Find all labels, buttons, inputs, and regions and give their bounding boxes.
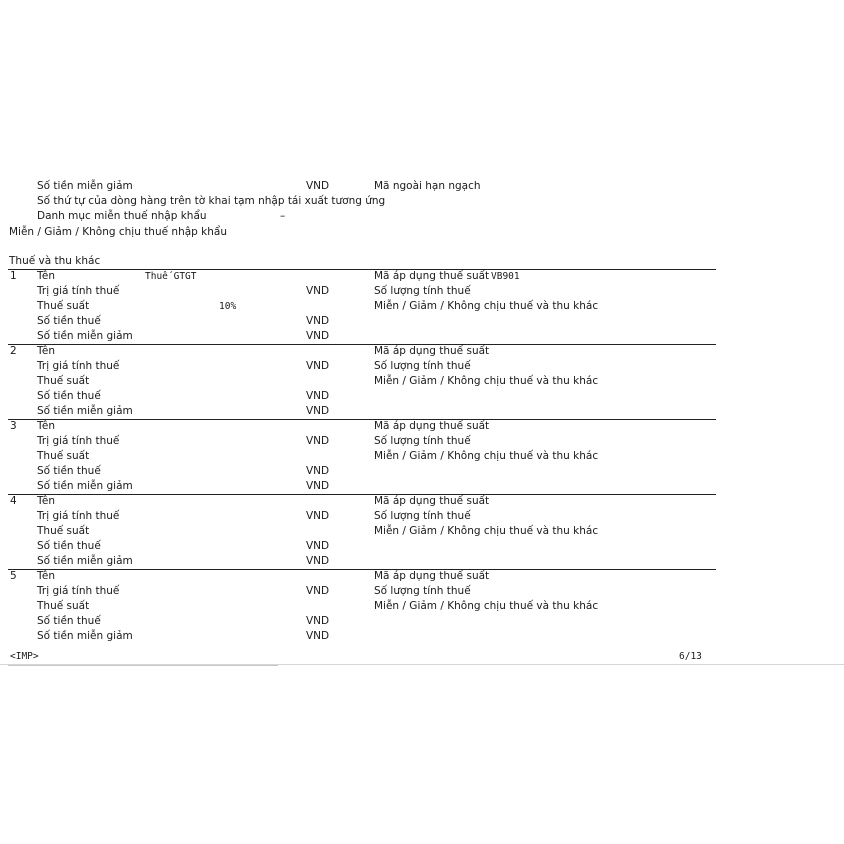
so-tien-mien-giam-label: Số tiền miễn giảm (37, 405, 133, 417)
so-tien-mien-giam-currency: VND (306, 480, 330, 492)
so-tien-thue-currency: VND (306, 390, 330, 402)
so-tien-mien-giam-currency: VND (306, 555, 330, 567)
so-tien-mien-giam-currency: VND (306, 330, 330, 342)
item-number: 2 (10, 345, 17, 357)
danh-muc-label: Danh mục miễn thuế nhập khẩu (37, 210, 207, 222)
ma-ap-dung-value: VB901 (491, 271, 520, 282)
so-tien-mien-giam-label: Số tiền miễn giảm (37, 555, 133, 567)
ma-ap-dung-label: Mã áp dụng thuế suất (374, 420, 490, 432)
mien-giam-khac-label: Miễn / Giảm / Không chịu thuế và thu khác (374, 450, 599, 462)
thue-suat-label: Thuế suất (37, 375, 90, 387)
tri-gia-currency: VND (306, 510, 330, 522)
so-tien-thue-label: Số tiền thuế (37, 315, 101, 327)
currency-label: VND (306, 180, 330, 192)
so-tien-mien-giam-label: Số tiền miễn giảm (37, 630, 133, 642)
ten-label: Tên (37, 570, 56, 582)
so-luong-label: Số lượng tính thuế (374, 285, 471, 297)
so-tien-thue-currency: VND (306, 540, 330, 552)
thue-suat-label: Thuế suất (37, 300, 90, 312)
mien-giam-khac-label: Miễn / Giảm / Không chịu thuế và thu khác (374, 300, 599, 312)
item-number: 1 (10, 270, 17, 282)
thue-suat-value: 10% (219, 301, 237, 312)
thue-suat-label: Thuế suất (37, 600, 90, 612)
so-luong-label: Số lượng tính thuế (374, 435, 471, 447)
section-title: Thuế và thu khác (9, 255, 101, 267)
mien-giam-khac-label: Miễn / Giảm / Không chịu thuế và thu khác (374, 525, 599, 537)
so-thu-tu-label: Số thứ tự của dòng hàng trên tờ khai tạm nhập tái xuất tương ứng (37, 195, 386, 207)
so-tien-mien-giam-label: Số tiền miễn giảm (37, 180, 133, 192)
ten-value: Thuế GTGT (145, 271, 197, 282)
ma-ngoai-han-ngach-label: Mã ngoài hạn ngạch (374, 180, 481, 192)
danh-muc-value: – (280, 210, 286, 222)
mien-giam-khac-label: Miễn / Giảm / Không chịu thuế và thu khác (374, 375, 599, 387)
so-luong-label: Số lượng tính thuế (374, 510, 471, 522)
so-luong-label: Số lượng tính thuế (374, 360, 471, 372)
item-number: 3 (10, 420, 17, 432)
tri-gia-currency: VND (306, 435, 330, 447)
item-number: 4 (10, 495, 17, 507)
item-divider (8, 569, 716, 570)
so-luong-label: Số lượng tính thuế (374, 585, 471, 597)
so-tien-thue-currency: VND (306, 615, 330, 627)
tri-gia-currency: VND (306, 585, 330, 597)
so-tien-thue-label: Số tiền thuế (37, 615, 101, 627)
tri-gia-label: Trị giá tính thuế (37, 435, 120, 447)
item-divider (8, 344, 716, 345)
thue-suat-label: Thuế suất (37, 525, 90, 537)
page-number: 6/13 (679, 651, 702, 662)
so-tien-mien-giam-label: Số tiền miễn giảm (37, 330, 133, 342)
so-tien-mien-giam-currency: VND (306, 405, 330, 417)
footer-tick (8, 665, 278, 666)
item-number: 5 (10, 570, 17, 582)
mien-giam-nhap-khau-label: Miễn / Giảm / Không chịu thuế nhập khẩu (9, 226, 227, 238)
tri-gia-label: Trị giá tính thuế (37, 360, 120, 372)
so-tien-thue-label: Số tiền thuế (37, 390, 101, 402)
item-divider (8, 494, 716, 495)
thue-suat-label: Thuế suất (37, 450, 90, 462)
tri-gia-currency: VND (306, 360, 330, 372)
ten-label: Tên (37, 345, 56, 357)
so-tien-thue-currency: VND (306, 465, 330, 477)
ma-ap-dung-label: Mã áp dụng thuế suất (374, 345, 490, 357)
so-tien-mien-giam-label: Số tiền miễn giảm (37, 480, 133, 492)
so-tien-thue-label: Số tiền thuế (37, 540, 101, 552)
ma-ap-dung-label: Mã áp dụng thuế suất (374, 270, 490, 282)
ten-label: Tên (37, 270, 56, 282)
ten-label: Tên (37, 495, 56, 507)
footer-imp-tag: <IMP> (10, 651, 39, 662)
so-tien-mien-giam-currency: VND (306, 630, 330, 642)
ma-ap-dung-label: Mã áp dụng thuế suất (374, 570, 490, 582)
so-tien-thue-label: Số tiền thuế (37, 465, 101, 477)
item-divider (8, 419, 716, 420)
so-tien-thue-currency: VND (306, 315, 330, 327)
mien-giam-khac-label: Miễn / Giảm / Không chịu thuế và thu khác (374, 600, 599, 612)
tri-gia-label: Trị giá tính thuế (37, 585, 120, 597)
ten-label: Tên (37, 420, 56, 432)
tri-gia-label: Trị giá tính thuế (37, 285, 120, 297)
ma-ap-dung-label: Mã áp dụng thuế suất (374, 495, 490, 507)
item-divider (8, 269, 716, 270)
tri-gia-currency: VND (306, 285, 330, 297)
tri-gia-label: Trị giá tính thuế (37, 510, 120, 522)
